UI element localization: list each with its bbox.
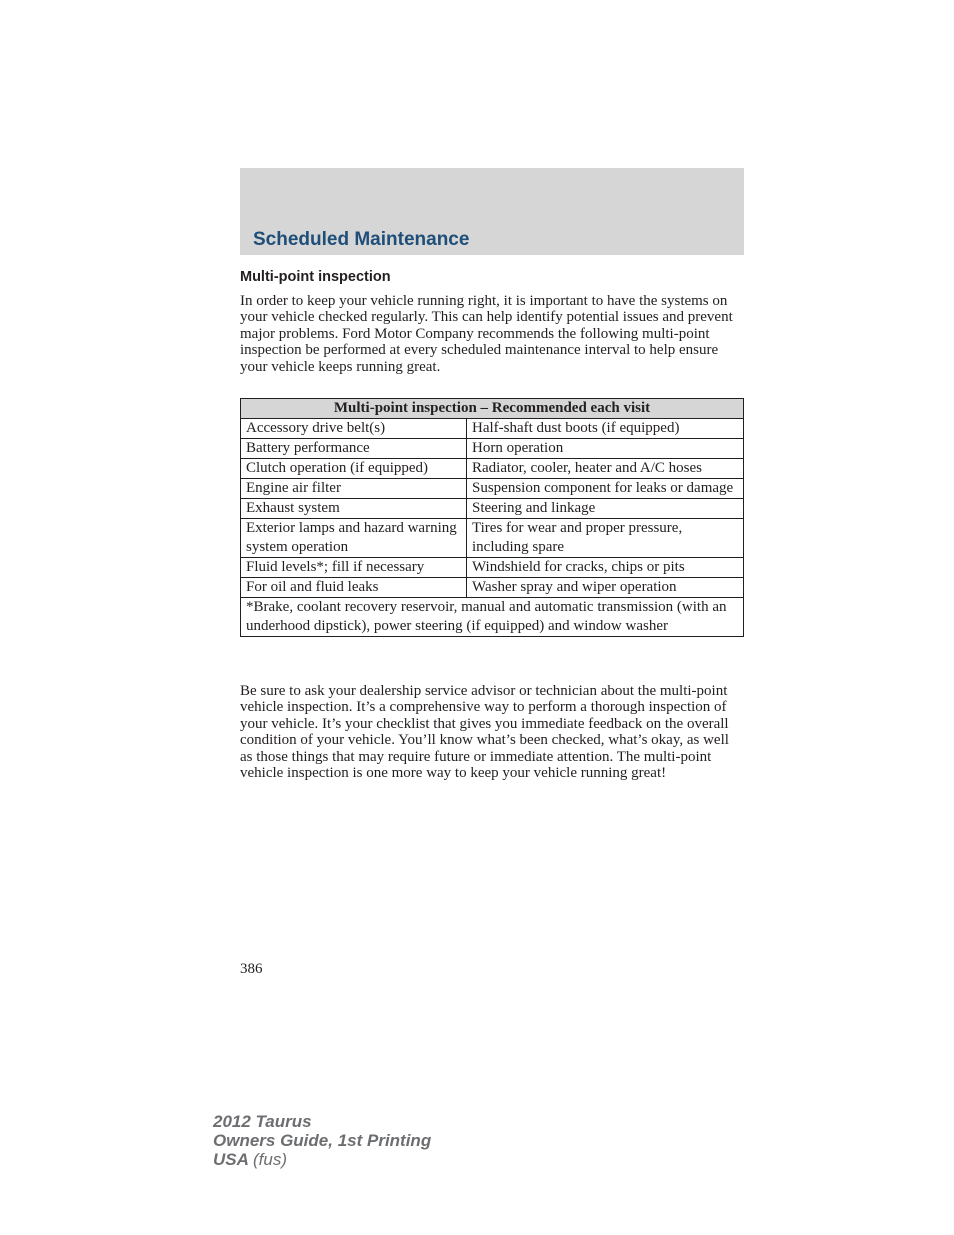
table-cell: Tires for wear and proper pressure, including spare — [467, 519, 744, 558]
footer-model: 2012 Taurus — [213, 1112, 312, 1131]
table-row — [241, 419, 744, 439]
table-caption: Multi-point inspection – Recommended each visit — [241, 399, 744, 419]
footer-edition: Owners Guide, 1st Printing — [213, 1131, 432, 1150]
table-cell: Battery performance — [241, 439, 467, 459]
table-cell: For oil and fluid leaks — [241, 578, 467, 598]
page-title: Scheduled Maintenance — [253, 229, 470, 250]
table-cell: Exhaust system — [241, 499, 467, 519]
table-row — [241, 519, 744, 558]
table-cell: Fluid levels*; fill if necessary — [241, 558, 467, 578]
table-row — [241, 479, 744, 499]
intro-paragraph: In order to keep your vehicle running right, it is important to have the systems on your vehicle checked regularly. This can help identify potential issues and prevent major problems. Ford Motor Company recommends the following multi-point inspection be performed at every scheduled maintenance interval to help ensure your vehicle keeps running great. — [240, 293, 733, 375]
table-cell: Washer spray and wiper operation — [467, 578, 744, 598]
table-footnote-row — [241, 598, 744, 637]
table-cell: Clutch operation (if equipped) — [241, 459, 467, 479]
section-heading: Multi-point inspection — [240, 269, 391, 285]
table-row — [241, 459, 744, 479]
table-cell: Radiator, cooler, heater and A/C hoses — [467, 459, 744, 479]
table-row — [241, 439, 744, 459]
footer-region — [213, 1150, 431, 1169]
table-cell: Half-shaft dust boots (if equipped) — [467, 419, 744, 439]
table-cell: Exterior lamps and hazard warning system operation — [241, 519, 467, 558]
table-row — [241, 558, 744, 578]
table-cell: Windshield for cracks, chips or pits — [467, 558, 744, 578]
closing-paragraph: Be sure to ask your dealership service advisor or technician about the multi-point vehicle inspection. It’s a comprehensive way to perform a thorough inspection of your vehicle. It’s your checklist that gives you immediate feedback on the overall condition of your vehicle. You’ll know what’s been checked, what’s okay, as well as those things that may require future or immediate attention. The multi-point vehicle inspection is one more way to keep your vehicle running great! — [240, 683, 729, 782]
inspection-table — [240, 398, 744, 637]
table-header-row — [241, 399, 744, 419]
table-cell: Steering and linkage — [467, 499, 744, 519]
table-cell: Engine air filter — [241, 479, 467, 499]
footer-region-main: USA — [213, 1150, 249, 1169]
page-number: 386 — [240, 961, 263, 977]
table-row — [241, 578, 744, 598]
table-row — [241, 499, 744, 519]
document-footer — [213, 1112, 431, 1169]
table-cell: Accessory drive belt(s) — [241, 419, 467, 439]
table-cell: Horn operation — [467, 439, 744, 459]
footer-region-code: (fus) — [253, 1150, 287, 1169]
table-cell: Suspension component for leaks or damage — [467, 479, 744, 499]
section-header-band — [240, 168, 744, 255]
table-footnote: *Brake, coolant recovery reservoir, manual and automatic transmission (with an underhood dipstick), power steering (if equipped) and window washer — [241, 598, 744, 637]
